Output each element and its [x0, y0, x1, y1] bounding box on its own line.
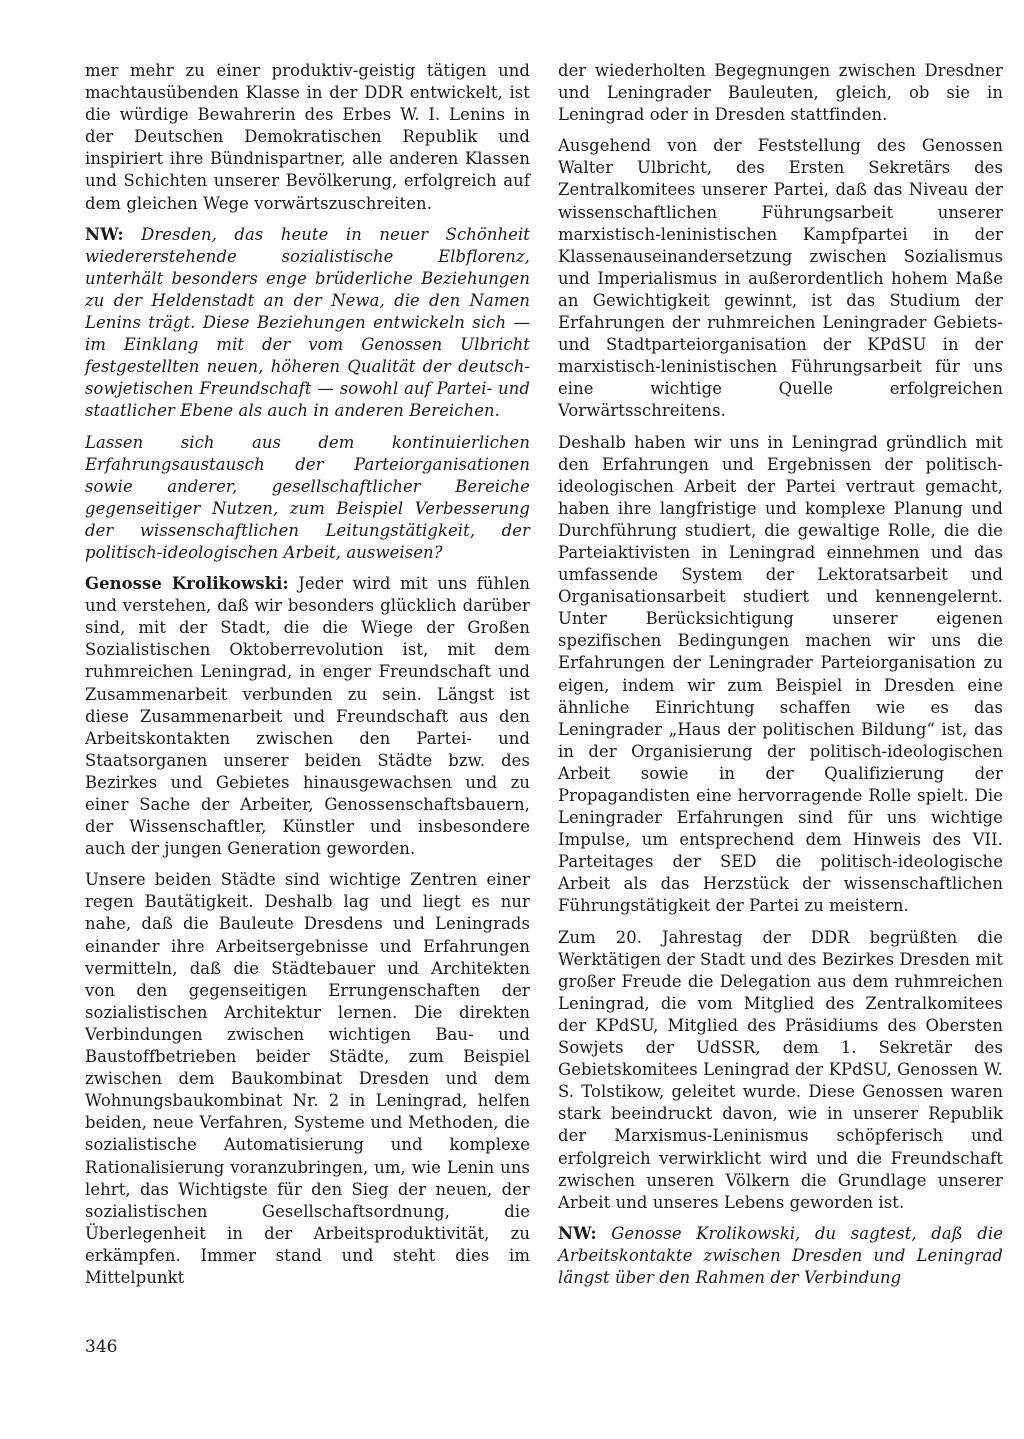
- paragraph-question: [85, 224, 530, 423]
- paragraph-text: Lassen sich aus dem kontinuierlichen Erfahrungsaustausch der Parteiorganisationen sowie anderer, gesellschaftlicher Bereiche gegenseitiger Nutzen, zum Beispiel Verbesserung der wissenschaftlichen Leitungstätigkeit, der politisch-ideologischen Arbeit, ausweisen?: [85, 432, 530, 562]
- paragraph: [558, 927, 1003, 1214]
- paragraph: [558, 60, 1003, 126]
- paragraph-answer: [85, 573, 530, 860]
- paragraph: [558, 432, 1003, 918]
- paragraph-text: Dresden, das heute in neuer Schönheit wiedererstehende sozialistische Elbflorenz, unterhält besonders enge brüderliche Beziehungen zu der Heldenstadt an der Newa, die den Namen Lenins trägt. Diese Beziehungen entwickeln sich — im Einklang mit der vom Genossen Ulbricht festgestellten neuen, höheren Qualität der deutsch-sowjetischen Freundschaft — sowohl auf Partei- und staatlicher Ebene als auch in anderen Bereichen.: [85, 224, 530, 421]
- speaker-label: Genosse Krolikowski:: [85, 574, 289, 594]
- paragraph-text: Unsere beiden Städte sind wichtige Zentren einer regen Bautätigkeit. Deshalb lag und liegt es nur nahe, daß die Bauleute Dresdens und Leningrads einander ihre Arbeitsergebnisse und Erfahrungen vermitteln, daß die Städtebauer und Architekten von den gegenseitigen Errungenschaften der sozialistischen Architektur lernen. Die direkten Verbindungen zwischen wichtigen Bau- und Baustoffbetrieben beider Städte, zum Beispiel zwischen dem Baukombinat Dresden und dem Wohnungsbaukombinat Nr. 2 in Leningrad, helfen beiden, neue Verfahren, Systeme und Methoden, die sozialistische Automatisierung und komplexe Rationalisierung voranzubringen, um, wie Lenin uns lehrt, das Wichtigste für den Sieg der neuen, der sozialistischen Gesellschaftsordnung, die Überlegenheit in der Arbeitsproduktivität, zu erkämpfen. Immer stand und steht dies im Mittelpunkt: [85, 870, 530, 1287]
- paragraph: [558, 135, 1003, 422]
- paragraph-text: Deshalb haben wir uns in Leningrad gründlich mit den Erfahrungen und Ergebnissen der politisch-ideologischen Arbeit der Partei vertraut gemacht, haben ihre langfristige und komplexe Planung und Durchführung studiert, die gewaltige Rolle, die die Parteiaktivisten in Leningrad einnehmen und das umfassende System der Lektoratsarbeit und Organisationsarbeit studiert und kennengelernt. Unter Berücksichtigung unserer eigenen spezifischen Bedingungen machen wir uns die Erfahrungen der Leningrader Parteiorganisation zu eigen, indem wir zum Beispiel in Dresden eine ähnliche Einrichtung schaffen wie es das Leningrader „Haus der politischen Bildung“ ist, das in der Organisierung der politisch-ideologischen Arbeit sowie in der Qualifizierung der Propagandisten eine hervorragende Rolle spielt. Die Leningrader Erfahrungen sind für uns wichtige Impulse, um entsprechend dem Hinweis des VII. Parteitages der SED die politisch-ideologische Arbeit als das Herzstück der wissenschaftlichen Führungstätigkeit der Partei zu meistern.: [558, 432, 1003, 916]
- paragraph: [85, 60, 530, 215]
- right-column: [558, 60, 1003, 1298]
- paragraph-question: [85, 432, 530, 565]
- paragraph-text: Zum 20. Jahrestag der DDR begrüßten die Werktätigen der Stadt und des Bezirkes Dresden mit großer Freude die Delegation aus dem ruhmreichen Leningrad, die vom Mitglied des Zentralkomitees der KPdSU, Mitglied des Präsidiums des Obersten Sowjets der UdSSR, dem 1. Sekretär des Gebietskomitees Leningrad der KPdSU, Genossen W. S. Tolstikow, geleitet wurde. Diese Genossen waren stark beeindruckt davon, wie in unserer Republik der Marxismus-Leninismus schöpferisch und erfolgreich verwirklicht wird und die Freundschaft zwischen unseren Völkern die Grundlage unserer Arbeit und unseres Lebens geworden ist.: [558, 927, 1003, 1212]
- paragraph-text: der wiederholten Begegnungen zwischen Dresdner und Leningrader Bauleuten, gleich, ob sie in Leningrad oder in Dresden stattfinden.: [558, 61, 1003, 125]
- speaker-label: NW:: [558, 1223, 597, 1243]
- page-number: 346: [85, 1337, 118, 1357]
- paragraph-text: Jeder wird mit uns fühlen und verstehen, daß wir besonders glücklich darüber sind, mit der Stadt, die die Wiege der Großen Sozialistischen Oktoberrevolution ist, mit dem ruhmreichen Leningrad, in enger Freundschaft und Zusammenarbeit verbunden zu sein. Längst ist diese Zusammenarbeit und Freundschaft aus den Arbeitskontakten zwischen den Partei- und Staatsorganen unserer beiden Städte bzw. des Bezirkes und Gebietes hinausgewachsen und zu einer Sache der Arbeiter, Genossenschaftsbauern, der Wissenschaftler, Künstler und insbesondere auch der jungen Generation geworden.: [85, 574, 530, 859]
- paragraph-text: mer mehr zu einer produktiv-geistig tätigen und machtausübenden Klasse in der DDR entwickelt, ist die würdige Bewahrerin des Erbes W. I. Lenins in der Deutschen Demokratischen Republik und inspiriert ihre Bündnispartner, alle anderen Klassen und Schichten unserer Bevölkerung, erfolgreich auf dem gleichen Wege vorwärtszuschreiten.: [85, 61, 530, 213]
- paragraph-text: Ausgehend von der Feststellung des Genossen Walter Ulbricht, des Ersten Sekretärs des Zentralkomitees unserer Partei, daß das Niveau der wissenschaftlichen Führungsarbeit unserer marxistisch-leninistischen Kampfpartei in der Klassenauseinandersetzung zwischen Sozialismus und Imperialismus in außerordentlich hohem Maße an Gewichtigkeit gewinnt, ist das Studium der Erfahrungen der ruhmreichen Leningrader Gebiets- und Stadtparteiorganisation der KPdSU in der marxistisch-leninistischen Führungsarbeit für uns eine wichtige Quelle erfolgreichen Vorwärtsschreitens.: [558, 136, 1003, 421]
- left-column: [85, 60, 530, 1298]
- paragraph: [85, 869, 530, 1289]
- speaker-label: NW:: [85, 224, 124, 244]
- paragraph-text: Genosse Krolikowski, du sagtest, daß die Arbeitskontakte zwischen Dresden und Leningrad längst über den Rahmen der Verbindung: [558, 1223, 1004, 1287]
- paragraph-question: [558, 1223, 1003, 1289]
